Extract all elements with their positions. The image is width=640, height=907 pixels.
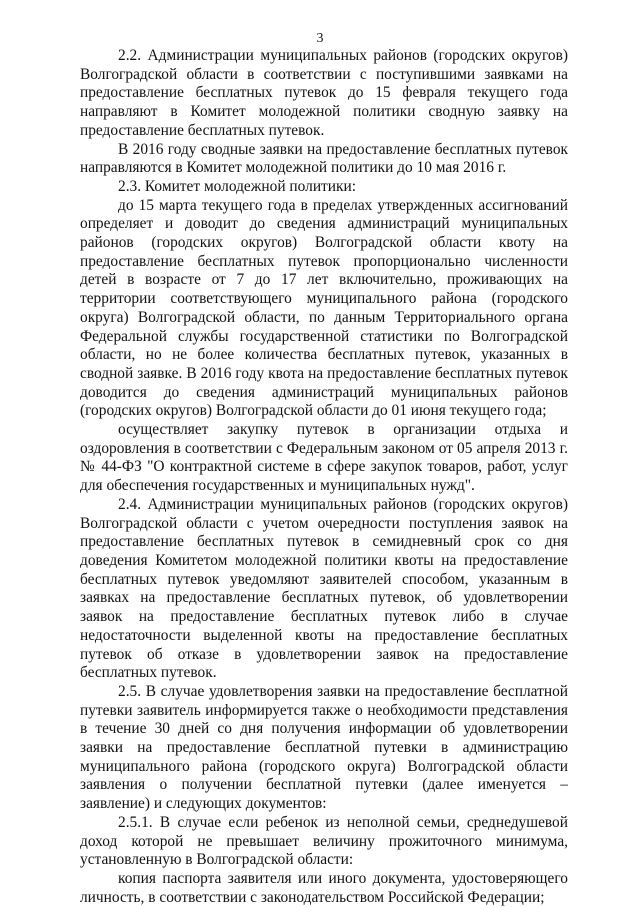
paragraph-2-3-quota: до 15 марта текущего года в пределах утвержденных ассигнований определяет и доводит до сведения администраций муниципальных районов (городских округов) Волгоградской области квоту на предоставление бесплатных путевок пропорционально численности детей в возрасте от 7 до 17 лет включительно, проживающих на территории соответствующего муниципального района (городского округа) Волгоградской области, по данным Территориального органа Федеральной службы государственной статистики по Волгоградской области, но не более количества бесплатных путевок, указанных в сводной заявке. В 2016 году квота на предоставление бесплатных путевок доводится до сведения администраций муниципальных районов (городских округов) Волгоградской области до 01 июня текущего года; [80, 196, 568, 420]
paragraph-2-4: 2.4. Администрации муниципальных районов (городских округов) Волгоградской области с учетом очередности поступления заявок на предоставление бесплатных путевок в семидневный срок со дня доведения Комитетом молодежной политики квоты на предоставление бесплатных путевок уведомляют заявителей способом, указанным в заявках на предоставление бесплатных путевок, об удовлетворении заявок на предоставление бесплатных путевок либо в случае недостаточности выделенной квоты на предоставление бесплатных путевок об отказе в удовлетворении заявок на предоставление бесплатных путевок. [80, 495, 568, 682]
paragraph-2-5: 2.5. В случае удовлетворения заявки на предоставление бесплатной путевки заявитель информируется также о необходимости представления в течение 30 дней со дня получения информации об удовлетворении заявки на предоставление бесплатной путевки в администрацию муниципального района (городского округа) Волгоградской области заявления о получении бесплатной путевки (далее именуется – заявление) и следующих документов: [80, 682, 568, 813]
paragraph-2-5-1: 2.5.1. В случае если ребенок из неполной семьи, среднедушевой доход которой не превышает величину прожиточного минимума, установленную в Волгоградской области: [80, 813, 568, 869]
paragraph-2-2: 2.2. Администрации муниципальных районов (городских округов) Волгоградской области в соответствии с поступившими заявками на предоставление бесплатных путевок до 15 февраля текущего года направляют в Комитет молодежной политики сводную заявку на предоставление бесплатных путевок. [80, 47, 568, 139]
document-body [80, 47, 568, 907]
paragraph-passport-copy: копия паспорта заявителя или иного документа, удостоверяющего личность, в соответствии с законодательством Российской Федерации; [80, 869, 568, 906]
paragraph-2016-deadline: В 2016 году сводные заявки на предоставление бесплатных путевок направляются в Комитет молодежной политики до 10 мая 2016 г. [80, 140, 568, 177]
paragraph-2-3-heading: 2.3. Комитет молодежной политики: [118, 177, 357, 195]
paragraph-2-3-procurement: осуществляет закупку путевок в организации отдыха и оздоровления в соответствии с Федеральным законом от 05 апреля 2013 г. № 44-ФЗ "О контрактной системе в сфере закупок товаров, работ, услуг для обеспечения государственных и муниципальных нужд". [80, 421, 568, 495]
page-number: 3 [316, 31, 324, 46]
